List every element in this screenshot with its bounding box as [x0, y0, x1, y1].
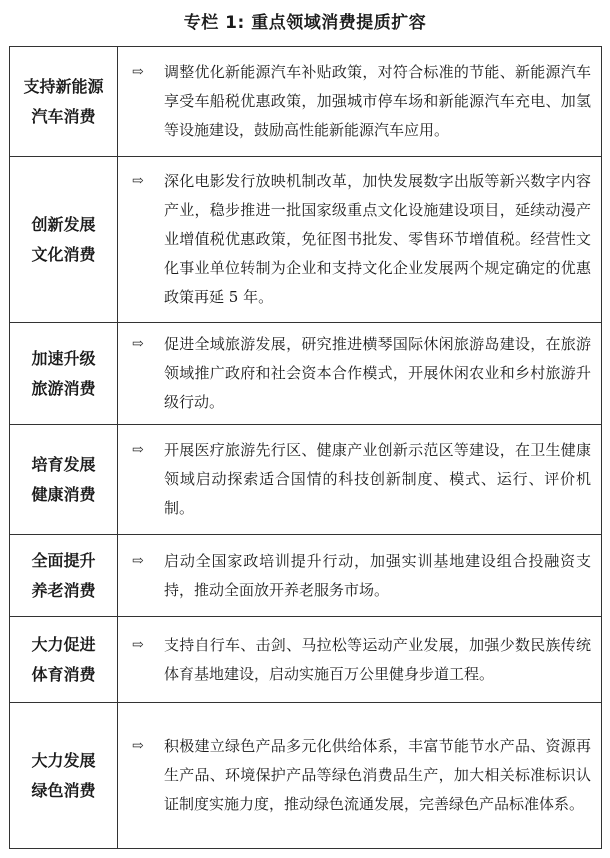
hollow-right-arrow-icon: ⇨	[132, 64, 144, 80]
category-label-line2: 汽车消费	[31, 106, 96, 126]
table-row	[10, 535, 602, 617]
category-label-line2: 健康消费	[31, 484, 96, 504]
category-cell	[10, 323, 118, 425]
hollow-right-arrow-icon: ⇨	[132, 336, 144, 352]
description-cell	[118, 425, 602, 535]
description-cell	[118, 47, 602, 157]
description-cell	[118, 617, 602, 703]
hollow-right-arrow-icon: ⇨	[132, 738, 144, 754]
category-cell	[10, 157, 118, 323]
description-cell	[118, 157, 602, 323]
column-title: 专栏 1: 重点领域消费提质扩容	[183, 13, 427, 33]
category-label-line2: 养老消费	[31, 580, 96, 600]
table-row	[10, 47, 602, 157]
category-label-line2: 旅游消费	[31, 378, 96, 398]
hollow-right-arrow-icon: ⇨	[132, 552, 144, 569]
category-cell	[10, 617, 118, 703]
hollow-right-arrow-icon: ⇨	[132, 636, 144, 653]
description-text: 积极建立绿色产品多元化供给体系，丰富节能节水产品、资源再生产品、环境保护产品等绿色消费品生产，加大相关标准标识认证制度实施力度，推动绿色流通发展，完善绿色产品标准体系。	[164, 737, 591, 813]
category-label-line1: 支持新能源	[23, 76, 104, 96]
category-cell	[10, 47, 118, 157]
category-label-line1: 大力发展	[31, 750, 96, 770]
category-cell	[10, 425, 118, 535]
hollow-right-arrow-icon: ⇨	[132, 173, 144, 189]
table-row	[10, 703, 602, 849]
hollow-right-arrow-icon: ⇨	[132, 442, 144, 458]
description-text: 深化电影发行放映机制改革，加快发展数字出版等新兴数字内容产业，稳步推进一批国家级重点文化设施建设项目，延续动漫产业增值税优惠政策，免征图书批发、零售环节增值税。经营性文化事业单位转制为企业和支持文化企业发展两个规定确定的优惠政策再延 5 年。	[164, 172, 591, 306]
category-label-line2: 文化消费	[31, 244, 96, 264]
category-label-line2: 体育消费	[31, 664, 96, 684]
table-row	[10, 425, 602, 535]
category-cell	[10, 535, 118, 617]
policy-table	[9, 46, 602, 849]
description-cell	[118, 535, 602, 617]
description-text: 促进全域旅游发展，研究推进横琴国际休闲旅游岛建设，在旅游领域推广政府和社会资本合作模式，开展休闲农业和乡村旅游升级行动。	[164, 335, 591, 411]
category-label-line1: 创新发展	[31, 214, 96, 234]
description-cell	[118, 323, 602, 425]
description-text: 启动全国家政培训提升行动，加强实训基地建设组合投融资支持，推动全面放开养老服务市场。	[164, 551, 591, 599]
table-row	[10, 617, 602, 703]
description-text: 支持自行车、击剑、马拉松等运动产业发展，加强少数民族传统体育基地建设，启动实施百万公里健身步道工程。	[164, 635, 591, 683]
category-label-line1: 全面提升	[31, 550, 96, 570]
description-text: 开展医疗旅游先行区、健康产业创新示范区等建设，在卫生健康领域启动探索适合国情的科技创新制度、模式、运行、评价机制。	[164, 441, 591, 517]
category-label-line1: 加速升级	[31, 348, 96, 368]
description-text: 调整优化新能源汽车补贴政策，对符合标准的节能、新能源汽车享受车船税优惠政策，加强城市停车场和新能源汽车充电、加氢等设施建设，鼓励高性能新能源汽车应用。	[164, 63, 591, 139]
table-row	[10, 323, 602, 425]
table-row	[10, 157, 602, 323]
category-label-line1: 培育发展	[31, 454, 96, 474]
category-label-line1: 大力促进	[31, 634, 96, 654]
category-cell	[10, 703, 118, 849]
description-cell	[118, 703, 602, 849]
category-label-line2: 绿色消费	[31, 780, 96, 800]
